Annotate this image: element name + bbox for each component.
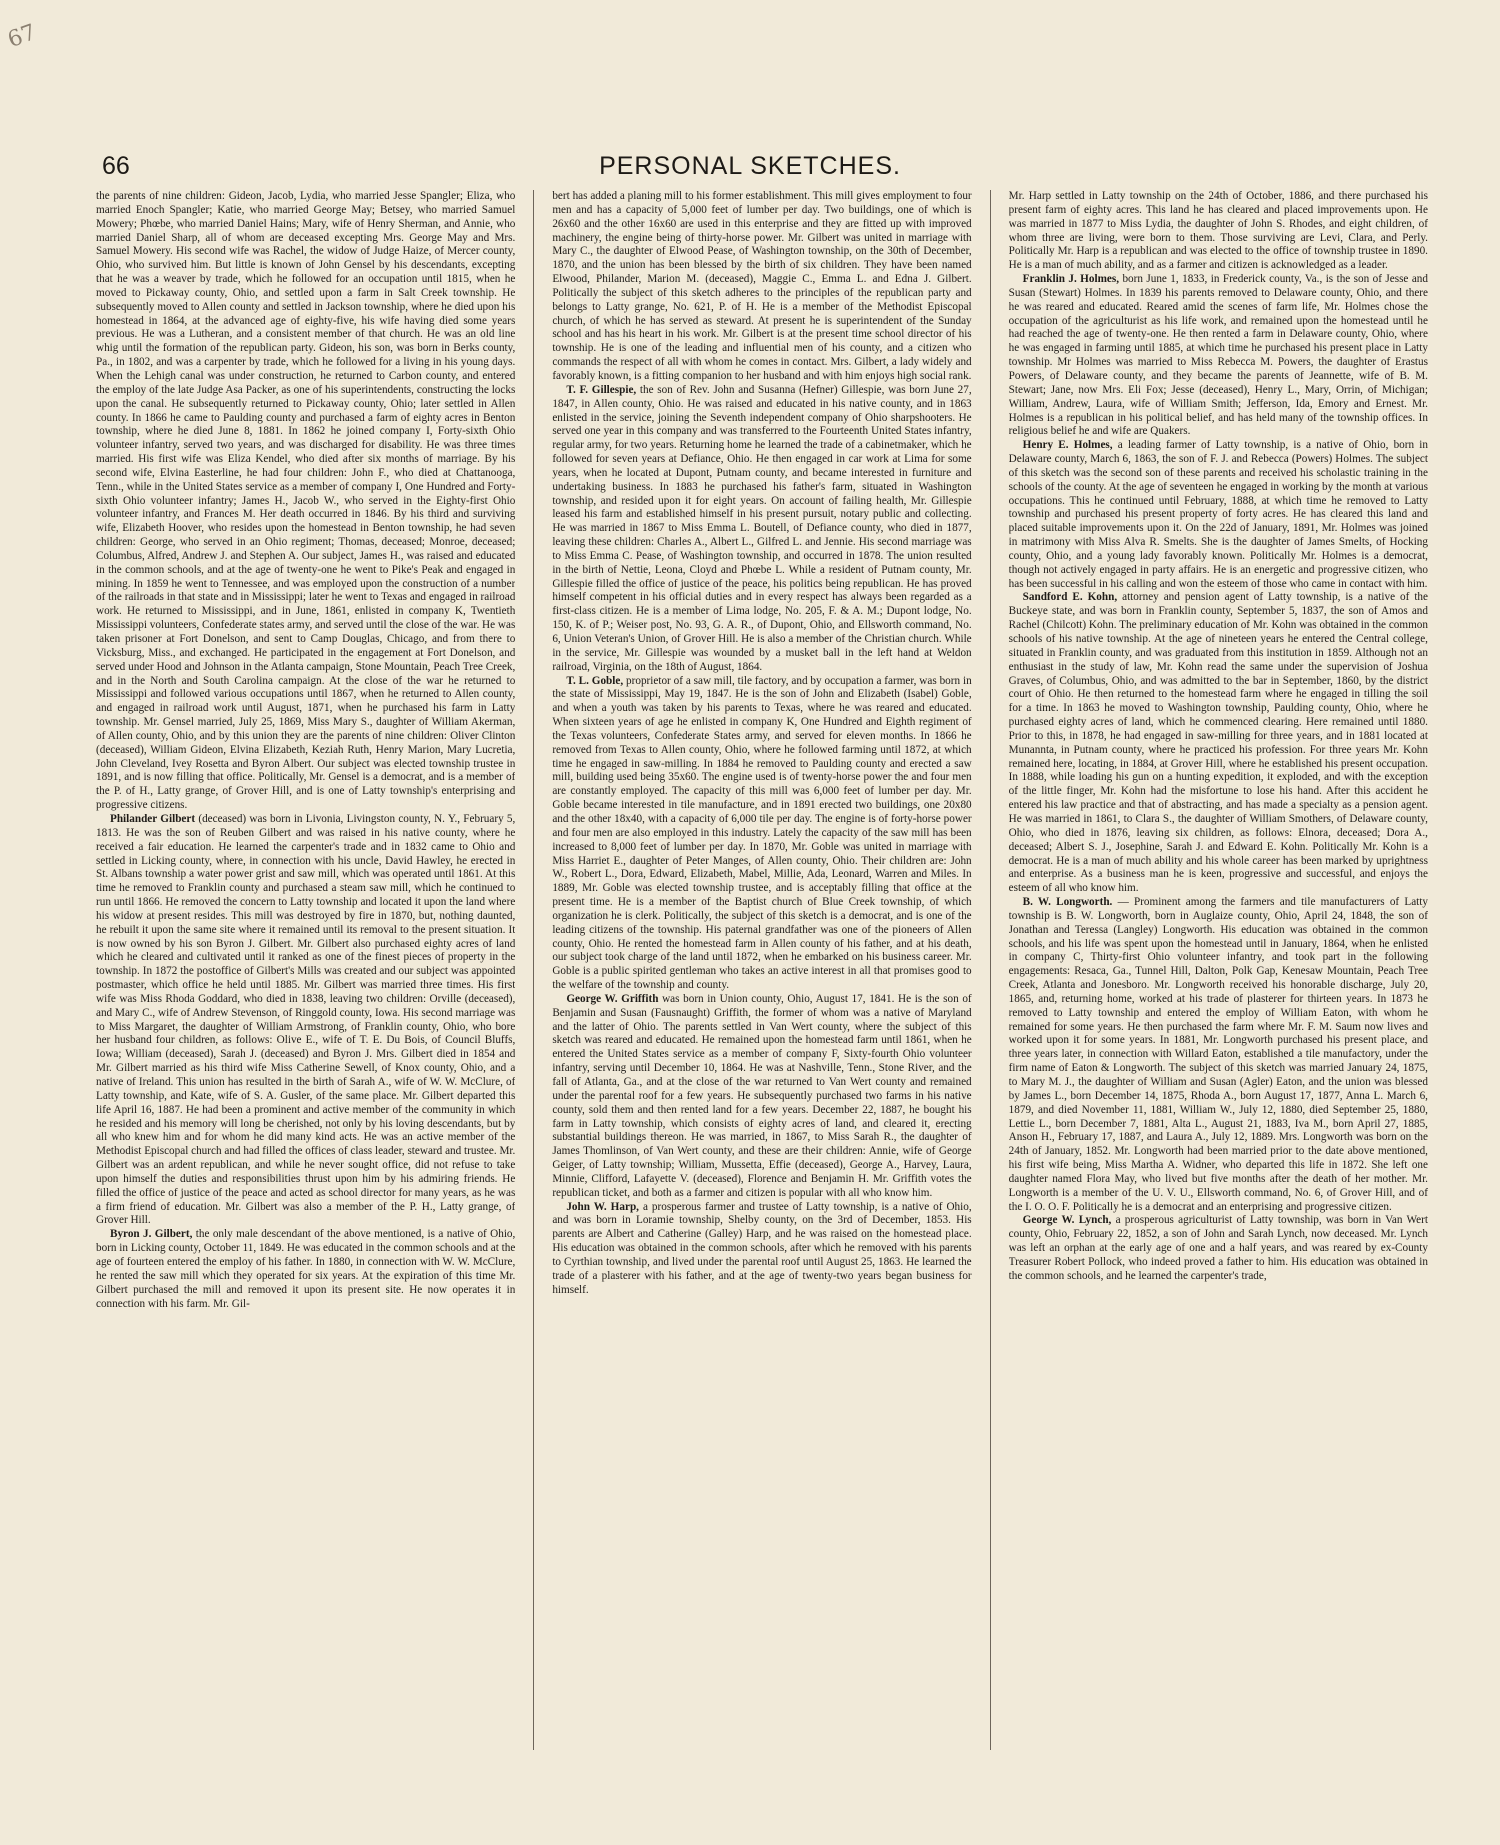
sketch-subject-name: Franklin J. Holmes, <box>1022 273 1120 286</box>
sketch-paragraph <box>552 1201 971 1298</box>
column-2 <box>552 190 971 1750</box>
sketch-paragraph <box>1009 273 1428 439</box>
sketch-text: a leading farmer of Latty township, is a native of Ohio, born in Delaware county, March 6, 1863, the son of F. J. and Rebecca (Powers) Holmes. The subject of this sketch was the second son of these parents and received his scholastic training in the schools of the county. At the age of seventeen he engaged in working by the month at various occupations. This he continued until February, 1888, at which time he removed to Latty township and purchased his present property of forty acres. He has cleared this land and placed suitable improvements upon it. On the 22d of January, 1891, Mr. Holmes was joined in matrimony with Miss Alva R. Smelts. She is the daughter of James Smelts, of Hocking county, Ohio, and a young lady favorably known. Politically Mr. Holmes is a democrat, though not actively engaged in party affairs. He is an energetic and progressive citizen, who has been successful in his calling and won the esteem of those who came in contact with him. <box>1008 439 1428 590</box>
sketch-text: attorney and pension agent of Latty township, is a native of the Buckeye state, and was born in Franklin county, September 5, 1837, the son of Amos and Rachel (Chilcott) Kohn. The preliminary education of Mr. Kohn was obtained in the common schools of his native township. At the age of nineteen years he entered the Central college, situated in Franklin county, and was graduated from this institution in 1859. Although not an enthusiast in the study of law, Mr. Kohn read the same under the supervision of Joshua Graves, of Columbus, Ohio, and was admitted to the bar in September, 1860, by the district court of Ohio. He then returned to the homestead farm where he engaged in tilling the soil for a time. In 1863 he moved to Washington township, Paulding county, Ohio, where he purchased eighty acres of land, which he commenced clearing. Here remained until 1880. Prior to this, in 1878, he had engaged in saw-milling for three years, and in 1881 located at Munannta, in Putnam county, where he practiced his profession. For three years Mr. Kohn remained here, locating, in 1884, at Grover Hill, where he established his present occupation. In 1888, while loading his gun on a hunting expedition, it exploded, and with the exception of the little finger, Mr. Kohn had the misfortune to lose his hand. After this accident he entered his law practice and that of abstracting, and has made a specialty as a pension agent. He was married in 1861, to Clara S., the daughter of William Smothers, of Delaware county, Ohio, who died in 1876, leaving six children, as follows: Elnora, deceased; Dora A., deceased; Albert S. J., Josephine, Sarah J. and Edward E. Kohn. Politically Mr. Kohn is a democrat. He is a man of much ability and his whole career has been marked by uprightness and enterprise. As a business man he is keen, progressive and successful, and enjoys the esteem of all who know him. <box>1008 591 1428 895</box>
sketch-paragraph <box>1009 591 1428 896</box>
sketch-text: proprietor of a saw mill, tile factory, and by occupation a farmer, was born in the state of Mississippi, May 19, 1847. He is the son of John and Elizabeth (Isabel) Goble, and when a youth was taken by his parents to Texas, where he was reared and educated. When sixteen years of age he enlisted in company K, One Hundred and Eighth regiment of the Texas volunteers, Confederate States army, and served for eleven months. In 1866 he removed from Texas to Allen county, Ohio, where he followed farming until 1872, at which time he engaged in saw-milling. In 1884 he removed to Paulding county and erected a saw mill, building used being 35x60. The engine used is of twenty-horse power the and four men are constantly employed. The capacity of this mill was 6,000 feet of lumber per day. Mr. Goble became interested in tile manufacture, and in 1891 erected two buildings, one 20x80 and the other 18x40, with a capacity of 6,000 tile per day. The engine is of forty-horse power and four men are also employed in this industry. Lately the capacity of the saw mill has been increased to 8,000 feet of lumber per day. In 1870, Mr. Goble was united in marriage with Miss Harriet E., daughter of Peter Manges, of Allen county, Ohio. Their children are: John W., Robert L., Dora, Edward, Elizabeth, Mabel, Millie, Ada, Leonard, Warren and Miles. In 1889, Mr. Goble was elected township trustee, and is acceptably filling that office at the present time. He is a member of the Baptist church of Blue Creek township, of which organization he is clerk. Politically, the subject of this sketch is a democrat, and is one of the leading citizens of the township. His paternal grandfather was one of the pioneers of Allen county, Ohio. He rented the homestead farm in Allen county of his father, and at his death, our subject took charge of the land until 1872, when he embarked on his business career. Mr. Goble is a public spirited gentleman who takes an active interest in all that promises good to the welfare of the township and county. <box>552 674 972 992</box>
continued-paragraph <box>552 190 971 384</box>
sketch-text: bert has added a planing mill to his former establishment. This mill gives employment to four men and has a capacity of 5,000 feet of lumber per day. Two buildings, one of which is 26x60 and the other 16x60 are used in this enterprise and they are fitted up with improved machinery, the engine being of thirty-horse power. Mr. Gilbert was united in marriage with Mary C., the daughter of Elwood Pease, of Washington township, on the 30th of December, 1870, and the union has been blessed by the birth of six children. They have been named Elwood, Philander, Marion M. (deceased), Maggie C., Emma L. and Edna J. Gilbert. Politically the subject of this sketch adheres to the principles of the republican party and belongs to Latty grange, No. 621, P. of H. He is a member of the Methodist Episcopal church, of which he has served as steward. At present he is superintendent of the Sunday school and has his heart in his work. Mr. Gilbert is at the present time school director of his township. He is one of the leading and influential men of his county, and a citizen who commands the respect of all with whom he comes in contact. Mrs. Gilbert, a lady widely and favorably known, is a fitting companion to her husband and with him enjoys high social rank. <box>552 190 972 382</box>
sketch-paragraph <box>1009 896 1428 1214</box>
column-divider <box>533 190 534 1750</box>
sketch-text: (deceased) was born in Livonia, Livingston county, N. Y., February 5, 1813. He was the son of Reuben Gilbert and was raised in his native county, where he received a fair education. He learned the carpenter's trade and in 1832 came to Ohio and settled in Licking county, where, in connection with his uncle, David Hawley, he erected in St. Albans township a water power grist and saw mill, which was operated until 1861. At this time he removed to Franklin county and purchased a steam saw mill, which he continued to run until 1866. He removed the concern to Latty township and located it upon the land where his widow at present resides. This mill was destroyed by fire in 1870, but, nothing daunted, he rebuilt it upon the same site where it remained until its removal to the present situation. It is now owned by his son Byron J. Gilbert. Mr. Gilbert also purchased eighty acres of land which he cleared and cultivated until it ranked as one of the finest pieces of property in the township. In 1872 the postoffice of Gilbert's Mills was created and our subject was appointed postmaster, which office he held until 1885. Mr. Gilbert was married three times. His first wife was Miss Rhoda Goddard, who died in 1838, leaving two children: Orville (deceased), and Mary C., wife of Andrew Stevenson, of Ringgold county, Iowa. His second marriage was to Miss Margaret, the daughter of William Armstrong, of Franklin county, Ohio, who bore her husband four children, as follows: Olive E., wife of T. E. Du Bois, of Council Bluffs, Iowa; William (deceased), Sarah J. (deceased) and Byron J. Mrs. Gilbert died in 1854 and Mr. Gilbert married as his third wife Miss Catherine Sewell, of Knox county, Ohio, and a native of Ireland. This union has resulted in the birth of Sarah A., wife of W. W. McClure, of Latty township, and Kate, wife of S. A. Gusler, of the same place. Mr. Gilbert departed this life April 16, 1887. He had been a prominent and active member of the community in which he resided and his memory will long be cherished, not only by his loving descendants, but by all who knew him and for whom he did many kind acts. He was an active member of the Methodist Episcopal church and had filled the offices of class leader, steward and trustee. Mr. Gilbert was an ardent republican, and while he never sought office, did not refuse to take upon himself the duties and responsibilities thrust upon him by his admiring friends. He filled the office of justice of the peace and acted as school director for many years, as he was a firm friend of education. Mr. Gilbert was also a member of the P. H., Latty grange, of Grover Hill. <box>96 812 516 1227</box>
column-divider <box>990 190 991 1750</box>
sketch-text: Mr. Harp settled in Latty township on the 24th of October, 1886, and there purchased his present farm of eighty acres. This land he has cleared and placed improvements upon. He was married in 1877 to Miss Lydia, the daughter of John S. Rhodes, and eight children, of whom three are living, were born to them. Those surviving are Levi, Clara, and Perly. Politically Mr. Harp is a republican and was elected to the office of township trustee in 1890. He is a man of much ability, and as a farmer and citizen is acknowledged as a leader. <box>1008 190 1428 272</box>
sketch-subject-name: Sandford E. Kohn, <box>1022 591 1118 604</box>
sketch-text: the son of Rev. John and Susanna (Hefner) Gillespie, was born June 27, 1847, in Allen county, Ohio. He was raised and educated in his native county, and in 1863 enlisted in the service, joining the Seventh independent company of Ohio sharpshooters. He served one year in this company and was transferred to the Fourteenth United States infantry, regular army, for two years. Returning home he learned the trade of a cabinetmaker, which he followed for seven years at Defiance, Ohio. He then engaged in car work at Lima for some years, when he located at Dupont, Putnam county, and became interested in furniture and undertaking business. In 1883 he purchased his father's farm, situated in Washington township, and resided upon it for eight years. On account of failing health, Mr. Gillespie leased his farm and established himself in his present pursuit, notary public and collecting. He was married in 1867 to Miss Emma L. Boutell, of Defiance county, who died in 1877, leaving these children: Charles A., Albert L., Gilfred L. and Jennie. His second marriage was to Miss Emma C. Pease, of Washington township, and occurred in 1878. The union resulted in the birth of Nettie, Leona, Cloyd and Phœbe L. While a resident of Putnam county, Mr. Gillespie filled the office of justice of the peace, his politics being republican. He has proved himself competent in his official duties and in every respect has always been regarded as a first-class citizen. He is a member of Lima lodge, No. 205, F. & A. M.; Dupont lodge, No. 150, K. of P.; Weiser post, No. 93, G. A. R., of Dupont, Ohio, and Ellsworth command, No. 6, Union Veteran's Union, of Grover Hill. He is also a member of the Christian church. While in the service, Mr. Gillespie was wounded by a musket ball in the left hand at Weldon railroad, Virginia, on the 18th of August, 1864. <box>552 383 972 673</box>
sketch-text: — Prominent among the farmers and tile manufacturers of Latty township is B. W. Longworth, born in Auglaize county, Ohio, April 24, 1848, the son of Jonathan and Teressa (Langley) Longworth. His education was obtained in the common schools, and his life was spent upon the homestead until in January, 1864, when he enlisted in company C, Thirty-first Ohio volunteer infantry, and took part in the following engagements: Resaca, Ga., Tunnel Hill, Dalton, Polk Gap, Kenesaw Mountain, Peach Tree Creek, Atlanta and Jonesboro. Mr. Longworth received his honorable discharge, July 20, 1865, and, returning home, worked at his trade of plasterer for thirteen years. In 1873 he removed to Latty township and entered the employ of William Eaton, with whom he remained for some years. He then purchased the farm where Mr. F. M. Saum now lives and worked upon it for some years. In 1881, Mr. Longworth purchased his present place, and three years later, in connection with Willard Eaton, established a tile manufactory, under the firm name of Eaton & Longworth. The subject of this sketch was married January 24, 1875, to Mary M. J., the daughter of William and Susan (Agler) Eaton, and the union was blessed by James L., born December 14, 1875, Rhoda A., born August 17, 1877, Anna L. March 6, 1879, and died November 11, 1881, William W., July 12, 1880, died September 25, 1880, Lettie L., born December 7, 1881, Alta L., August 21, 1883, Iva M., born April 27, 1885, Anson H., February 17, 1887, and Laura A., July 12, 1889. Mrs. Longworth was born on the 24th of January, 1852. Mr. Longworth had been married prior to the date above mentioned, his first wife being, Miss Martha A. Widner, who departed this life in 1872. She left one daughter named Flora May, who lived but five months after the death of her mother. Mr. Longworth is a member of the U. V. U., Ellsworth command, No. 6, of Grover Hill, and of the I. O. O. F. Politically he is a democrat and an enterprising and progressive citizen. <box>1008 896 1428 1213</box>
sketch-text: a prosperous farmer and trustee of Latty township, is a native of Ohio, and was born in Loramie township, Shelby county, on the 3rd of December, 1853. His parents are Albert and Catherine (Galley) Harp, and he was raised on the homestead place. His education was obtained in the common schools, after which he removed with his parents to Cyrthian township, and lived under the parental roof until August 25, 1863. He learned the trade of a plasterer with his father, and at the age of twenty-two years began business for himself. <box>552 1200 972 1296</box>
sketch-text: born June 1, 1833, in Frederick county, Va., is the son of Jesse and Susan (Stewart) Holmes. In 1839 his parents removed to Delaware county, Ohio, and there he was reared and educated. Reared amid the scenes of farm life, Mr. Holmes chose the occupation of the agriculturist as his life work, and remained upon the homestead until he had reached the age of twenty-one. He then rented a farm in Delaware county, Ohio, where he was engaged in farming until 1885, at which time he purchased his present place in Latty township. Mr Holmes was married to Miss Rebecca M. Powers, the daughter of Erastus Powers, of Delaware county, and they became the parents of Jeannette, wife of B. M. Stewart; Jane, now Mrs. Eli Fox; Jesse (deceased), Henry L., Mary, Orrin, of Michigan; William, Andrew, Laura, wife of William Smith; Jefferson, Ida, Emory and Ernest. Mr. Holmes is a republican in his political belief, and has held many of the township offices. In religious belief he and wife are Quakers. <box>1008 273 1428 438</box>
sketch-text: a prosperous agriculturist of Latty township, was born in Van Wert county, Ohio, February 22, 1852, a son of John and Sarah Lynch, now deceased. Mr. Lynch was left an orphan at the early age of one and a half years, and was reared by ex-County Treasurer Robert Pollock, who indeed proved a father to him. His education was obtained in the common schools, and he learned the carpenter's trade, <box>1008 1214 1428 1282</box>
continued-paragraph <box>96 190 515 813</box>
sketch-paragraph <box>1009 1214 1428 1283</box>
page-number: 66 <box>102 152 130 180</box>
sketch-paragraph <box>1009 439 1428 591</box>
sketch-text: was born in Union county, Ohio, August 17, 1841. He is the son of Benjamin and Susan (Fausnaught) Griffith, the former of whom was a native of Maryland and the latter of Ohio. The parents settled in Van Wert county, where the subject of this sketch was reared and educated. He remained upon the homestead farm until 1861, when he entered the United States service as a member of company F, Sixty-fourth Ohio volunteer infantry, serving until December 10, 1864. He was at Nashville, Tenn., Stone River, and the fall of Atlanta, Ga., and at the close of the war returned to Van Wert county and remained under the parental roof for a few years. He subsequently purchased two farms in his native county, sold them and then rented land for a few years. December 22, 1887, he bought his farm in Latty township, which consists of eighty acres of land, and cleared it, erecting substantial buildings thereon. He was married, in 1867, to Miss Sarah R., the daughter of James Thomlinson, of Van Wert county, and these are their children: Annie, wife of George Geiger, of Latty township; William, Mussetta, Effie (deceased), George A., Harvey, Laura, Minnie, Clifford, Lafayette V. (deceased), Florence and Benjamin H. Mr. Griffith votes the republican ticket, and both as a farmer and citizen is popular with all who know him. <box>552 992 972 1199</box>
page-title: PERSONAL SKETCHES. <box>599 152 901 180</box>
sketch-paragraph <box>552 993 971 1201</box>
column-3 <box>1009 190 1428 1750</box>
sketch-subject-name: John W. Harp, <box>566 1200 639 1213</box>
sketch-subject-name: Byron J. Gilbert, <box>110 1228 193 1241</box>
sketch-subject-name: Henry E. Holmes, <box>1022 439 1113 452</box>
text-columns <box>96 190 1428 1750</box>
sketch-subject-name: T. L. Goble, <box>566 674 624 687</box>
sketch-text: the parents of nine children: Gideon, Jacob, Lydia, who married Jesse Spangler; Eliza, who married Enoch Spangler; Katie, who married George May; Betsey, who married Samuel Mowery; Phœbe, who married Daniel Hains; Mary, wife of Henry Sherman, and Annie, who married Daniel Sharp, all of whom are deceased excepting Mrs. George May and Mrs. Samuel Mowery. His second wife was Rachel, the widow of Judge Haize, of Mercer county, Ohio, who survived him. But little is known of John Gensel by his descendants, excepting that he was a weaver by trade, which he followed for an occupation until 1815, when he moved to Pickaway county, Ohio, and settled upon a farm in Salt Creek township. He subsequently moved to Allen county and settled in Jackson township, where he died upon his homestead in 1864, at the advanced age of eighty-five, his wife having died some years previous. He was a Lutheran, and a consistent member of that church. He was an old line whig until the formation of the republican party. Gideon, his son, was born in Berks county, Pa., in 1802, and was a carpenter by trade, which he followed for a living in his young days. When the Lehigh canal was under construction, he returned to Carbon county, and entered the employ of the late Judge Asa Packer, as one of his superintendents, constructing the locks upon the canal. He subsequently returned to Pickaway county, Ohio; later settled in Allen county. In 1866 he came to Paulding county and purchased a farm of eighty acres in Benton township, where he died June 8, 1881. In 1862 he joined company I, Forty-sixth Ohio volunteer infantry, served two years, and was discharged for disability. He was three times married. His first wife was Eliza Kendel, who died after six months of marriage. By his second wife, Elvina Easterline, he had four children: John F., who died at Chattanooga, Tenn., while in the United States service as a member of company I, One Hundred and Forty-sixth Ohio volunteer infantry; James H., Jacob W., who served in the Eighty-first Ohio volunteer infantry, and Frances M. Her death occurred in 1846. By his third and surviving wife, Elizabeth Hoover, who resides upon the homestead in Benton township, he had seven children: George, who served in an Ohio regiment; Thomas, deceased; Monroe, deceased; Columbus, Alfred, Andrew J. and Stephen A. Our subject, James H., was raised and educated in the common schools, and at the age of twenty-one he went to Pike's Peak and engaged in mining. In 1859 he went to Tennessee, and was employed upon the construction of a number of the railroads in that state and in Mississippi; later he went to Texas and engaged in railroad work. He returned to Mississippi, and in June, 1861, enlisted in company K, Twentieth Mississippi volunteers, Confederate states army, and served until the close of the war. He was taken prisoner at Fort Donelson, and sent to Camp Douglas, Chicago, and from there to Vicksburg, Miss., and exchanged. He participated in the engagement at Fort Donelson, and served under Hood and Johnson in the Atlanta campaign, Stone Mountain, Peach Tree Creek, and in the North and South Carolina campaign. At the close of the war he returned to Mississippi and followed various occupations until 1867, when he returned to Allen county, and engaged in railroad work until August, 1871, when he purchased his farm in Latty township. Mr. Gensel married, July 25, 1869, Miss Mary S., daughter of William Akerman, of Allen county, Ohio, and by this union they are the parents of nine children: Oliver Clinton (deceased), William Gideon, Elvina Elizabeth, Keziah Ruth, Henry Marion, Mary Lucretia, John Cleveland, Ivey Rosetta and Byron Albert. Our subject was elected township trustee in 1891, and is now filling that office. Politically, Mr. Gensel is a democrat, and is a member of the P. of H., Latty grange, of Grover Hill, and is one of Latty township's enterprising and progressive citizens. <box>96 190 516 812</box>
sketch-subject-name: George W. Lynch, <box>1022 1214 1112 1227</box>
sketch-subject-name: Philander Gilbert <box>110 812 196 825</box>
sketch-paragraph <box>552 384 971 675</box>
corner-page-mark: 67 <box>4 19 40 54</box>
sketch-paragraph <box>96 813 515 1228</box>
sketch-subject-name: George W. Griffith <box>566 992 659 1005</box>
sketch-text: the only male descendant of the above mentioned, is a native of Ohio, born in Licking county, October 11, 1849. He was educated in the common schools and at the age of fourteen entered the employ of his father. In 1880, in connection with W. W. McClure, he rented the saw mill which they operated for six years. At the expiration of this time Mr. Gilbert purchased the mill and removed it upon its present site. He now operates it in connection with his farm. Mr. Gil- <box>96 1228 516 1310</box>
sketch-paragraph <box>96 1228 515 1311</box>
sketch-paragraph <box>552 675 971 993</box>
sketch-subject-name: B. W. Longworth. <box>1022 896 1113 909</box>
sketch-subject-name: T. F. Gillespie, <box>566 383 637 396</box>
column-1 <box>96 190 515 1750</box>
continued-paragraph <box>1009 190 1428 273</box>
